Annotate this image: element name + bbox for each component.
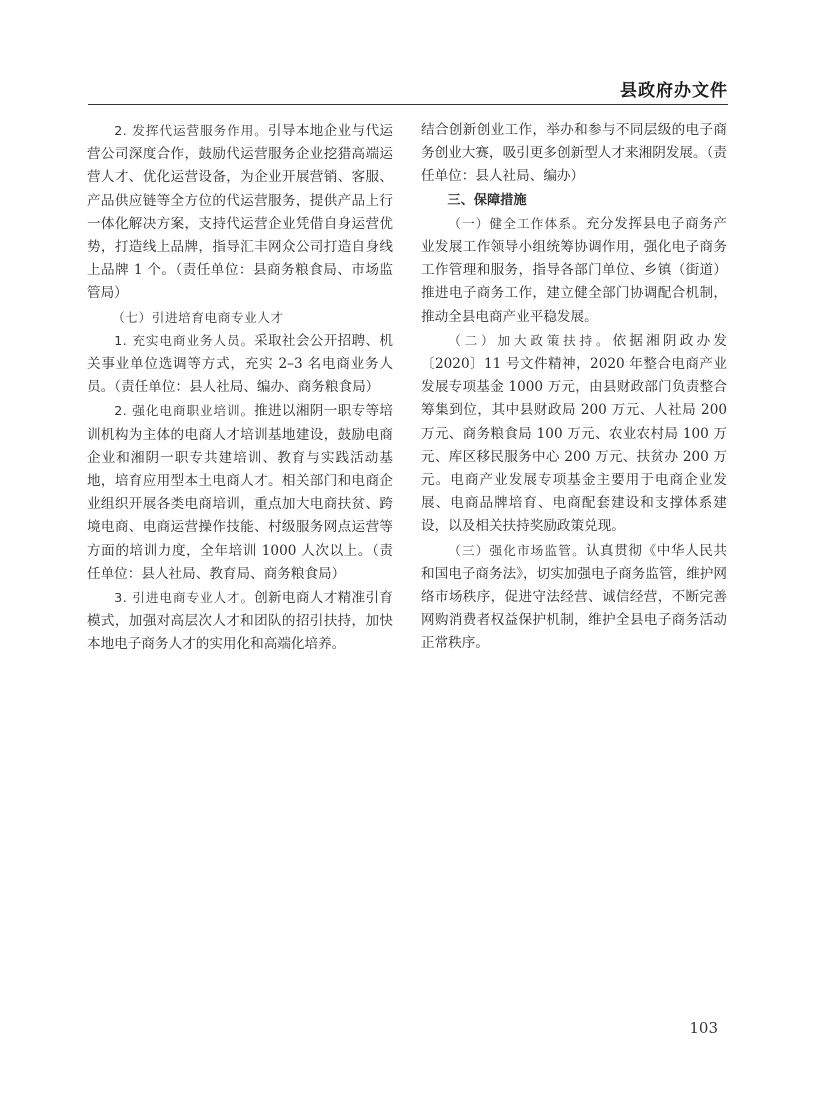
paragraph-business-staff (87, 329, 393, 400)
paragraph-body: 引导本地企业与代运营公司深度合作，鼓励代运营服务企业挖猎高端运营人才、优化运营设备，为企业开展营销、客服、产品供应链等全方位的代运营服务，提供产品上行一体化解决方案，支持代运营企业凭借自身运营优势，打造线上品牌，指导汇丰网众公司打造自身线上品牌 1 个。（责任单位：县商务粮食局、市场监管局） (87, 123, 393, 302)
paragraph-body: 依据湘阴政办发〔2020〕11 号文件精神，2020 年整合电商产业发展专项基金 1000 万元，由县财政部门负责整合筹集到位，其中县财政局 200 万元、人社局 200 万元、商务粮食局 100 万元、农业农村局 100 万元、库区移民服务中心 200 万元、扶贫办 200 万元。电商产业发展专项基金主要用于电商企业发展、电商品牌培育、电商配套建设和支撑体系建设，以及相关扶持奖励政策兑现。 (421, 332, 728, 535)
paragraph-body: 结合创新创业工作，举办和参与不同层级的电子商务创业大赛，吸引更多创新型人才来湘阴发展。（责任单位：县人社局、编办） (421, 122, 727, 185)
paragraph-lead: 3. 引进电商专业人才。 (114, 590, 255, 606)
paragraph-lead: 2. 发挥代运营服务作用。 (114, 123, 268, 138)
paragraph-body: 推进以湘阴一职专等培训机构为主体的电商人才培训基地建设，鼓励电商企业和湘阴一职专共建培训、教育与实践活动基地，培育应用型本土电商人才。相关部门和电商企业组织开展各类电商培训，重点加大电商扶贫、跨境电商、电商运营操作技能、村级服务网点运营等方面的培训力度，全年培训 1000 人次以上。（责任单位：县人社局、教育局、商务粮食局） (87, 403, 393, 582)
left-column (87, 119, 393, 657)
header-title: 县政府办文件 (620, 81, 728, 101)
section-heading-talent: （七）引进培育电商专业人才 (112, 309, 284, 325)
paragraph-body: 认真贯彻《中华人民共和国电子商务法》，切实加强电子商务监管，维护网络市场秩序，促进守法经营、诚信经营，不断完善网购消费者权益保护机制，维护全县电子商务活动正常秩序。 (421, 542, 728, 652)
page-number: 103 (689, 1019, 718, 1037)
paragraph-body: 充分发挥县电子商务产业发展工作领导小组统筹协调作用，强化电子商务工作管理和服务，指导各部门单位、乡镇（街道）推进电子商务工作，建立健全部门协调配合机制，推动全县电商产业平稳发展。 (421, 215, 728, 325)
paragraph-work-system (421, 212, 727, 329)
paragraph-operation-service (87, 119, 393, 306)
paragraph-lead: 2. 强化电商职业培训。 (114, 403, 255, 419)
paragraph-body: 采取社会公开招聘、机关事业单位选调等方式，充实 2–3 名电商业务人员。（责任单位：县人社局、编办、商务粮食局） (87, 332, 393, 396)
paragraph-lead: （二）加大政策扶持。 (448, 332, 613, 348)
page-header (88, 78, 728, 105)
paragraph-lead: 1. 充实电商业务人员。 (114, 332, 255, 348)
paragraph-lead: （三）强化市场监管。 (448, 542, 586, 558)
paragraph-lead: （一）健全工作体系。 (448, 215, 586, 231)
paragraph-body: 创新电商人才精准引育模式，加强对高层次人才和团队的招引扶持，加快本地电子商务人才的实用化和高端化培养。 (87, 590, 393, 653)
paragraph-policy-support (421, 329, 727, 539)
paragraph-talent-introduction (87, 586, 393, 657)
paragraph-vocational-training (87, 399, 393, 586)
section-heading-safeguards: 三、保障措施 (447, 192, 527, 208)
right-column (421, 119, 727, 656)
paragraph-market-supervision (421, 539, 727, 656)
paragraph-continuation (421, 119, 727, 189)
